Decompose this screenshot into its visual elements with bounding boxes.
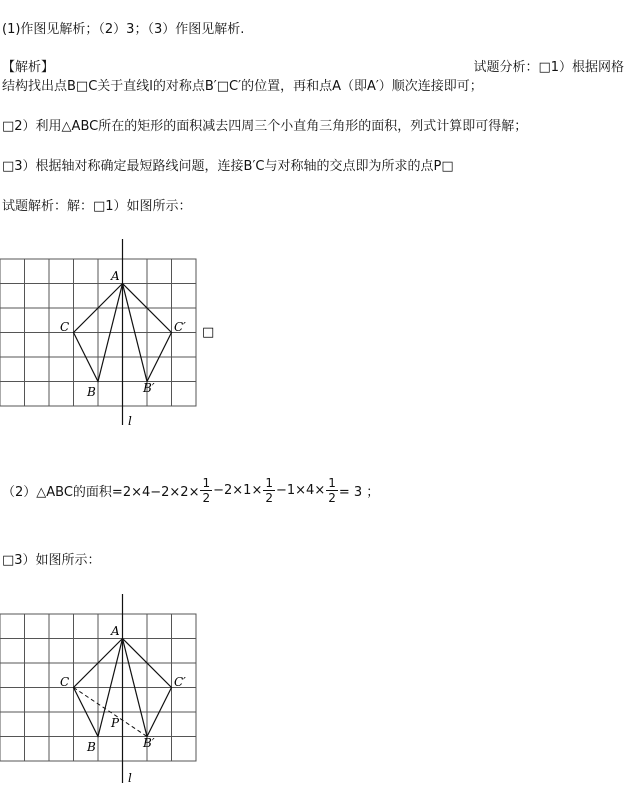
fraction-1: $\frac{1}{2}$ [202,476,211,505]
area-formula [2,476,379,505]
fraction-2: $\frac{1}{2}$ [265,476,273,505]
analysis-line-3: □3）根据轴对称确定最短路线问题，连接B′C与对称轴的交点即为所求的点P□ [2,159,454,174]
part3-line: □3）如图所示： [2,553,101,568]
label-P: P [111,716,120,730]
label-B-prime-2: B′ [143,736,155,750]
analysis-intro: 试题分析：□1）根据网格 [473,60,624,75]
formula-mid-2: −1×4× [276,483,326,498]
figure-1-trailing-mark: □ [202,325,215,340]
answer-line: (1)作图见解析；（2）3；（3）作图见解析. [2,22,245,37]
grid-2 [0,614,196,761]
formula-prefix: （2）△ABC的面积=2×4−2×2× [2,485,200,500]
label-B-prime-1: B′ [143,381,155,395]
label-A-1: A [111,269,120,283]
analysis-line-2: □2）利用△ABC所在的矩形的面积减去四周三个小直角三角形的面积，列式计算即可得解； [2,119,528,134]
label-C-prime-1: C′ [174,320,186,334]
label-C-prime-2: C′ [174,675,186,689]
figure-1 [0,235,630,435]
solution-line-1: 试题解析：解：□1）如图所示： [2,199,192,214]
analysis-line-1: 结构找出点B□C关于直线l的对称点B′□C′的位置，再和点A（即A′）顺次连接即可； [2,79,483,94]
label-B-1: B [87,385,96,399]
formula-end: = 3 ； [338,485,380,500]
label-B-2: B [87,740,96,754]
analysis-label: 【解析】 [2,60,55,75]
label-l-2: l [128,771,132,785]
label-A-2: A [111,624,120,638]
formula-mid-1: −2×1× [213,483,263,498]
label-C-1: C [60,320,70,334]
fraction-3: $\frac{1}{2}$ [328,476,336,505]
grid-1 [0,259,196,406]
figure-2 [0,590,630,795]
label-C-2: C [60,675,70,689]
label-l-1: l [128,414,132,428]
